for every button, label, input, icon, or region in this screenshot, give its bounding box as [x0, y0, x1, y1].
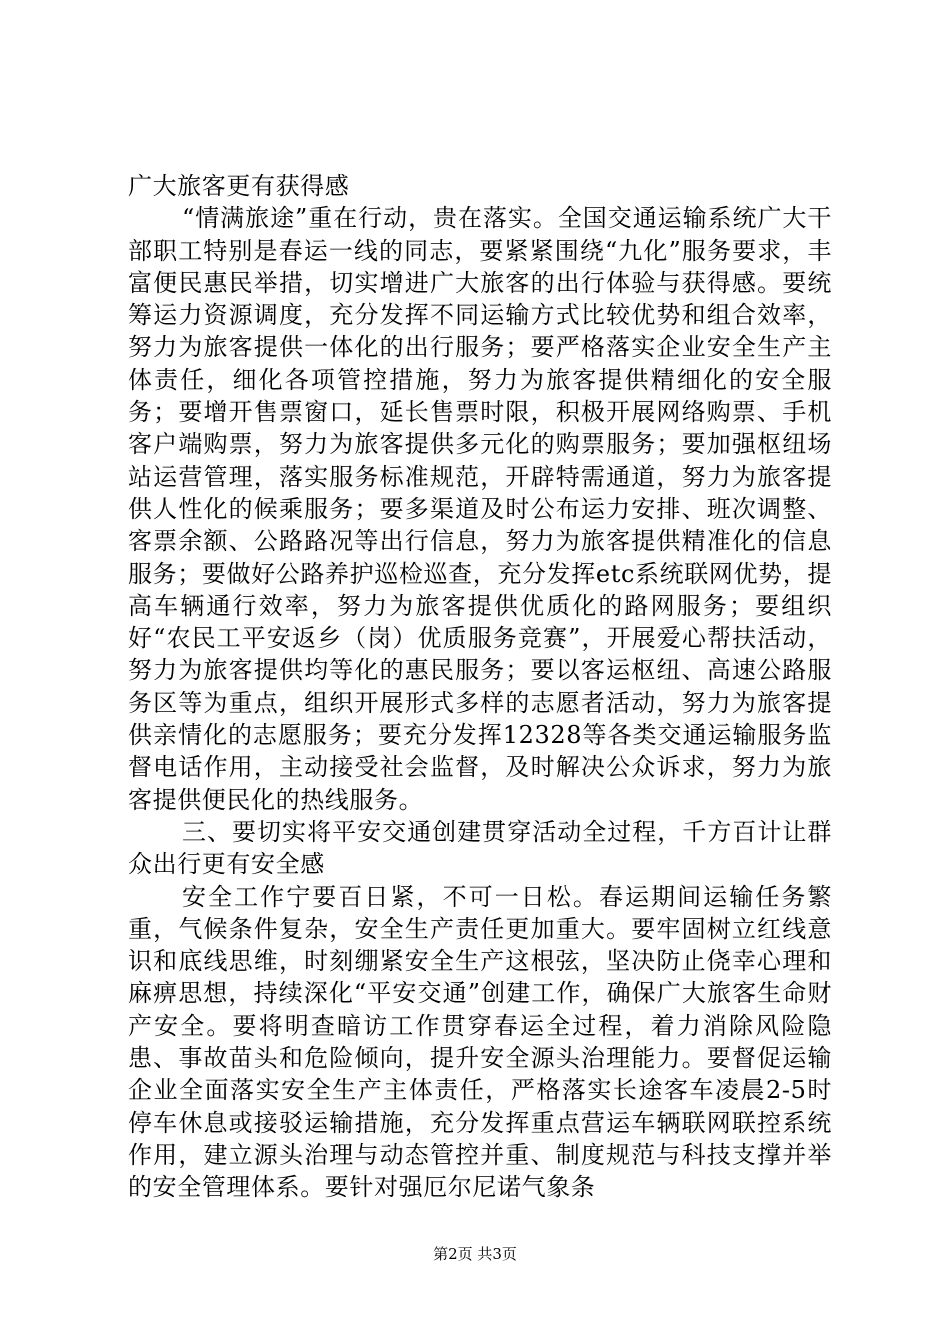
- document-body: [128, 170, 832, 1204]
- paragraph-4: 安全工作宁要百日紧，不可一日松。春运期间运输任务繁重，气候条件复杂，安全生产责任更加重大。要牢固树立红线意识和底线思维，时刻绷紧安全生产这根弦，坚决防止侥幸心理和麻痹思想，持续深化“平安交通”创建工作，确保广大旅客生命财产安全。要将明查暗访工作贯穿春运全过程，着力消除风险隐患、事故苗头和危险倾向，提升安全源头治理能力。要督促运输企业全面落实安全生产主体责任，严格落实长途客车凌晨2-5时停车休息或接驳运输措施，充分发挥重点营运车辆联网联控系统作用，建立源头治理与动态管控并重、制度规范与科技支撑并举的安全管理体系。要针对强厄尔尼诺气象条: [128, 882, 832, 1202]
- page-footer: [0, 1244, 950, 1264]
- paragraph-2: “情满旅途”重在行动，贵在落实。全国交通运输系统广大干部职工特别是春运一线的同志，要紧紧围绕“九化”服务要求，丰富便民惠民举措，切实增进广大旅客的出行体验与获得感。要统筹运力资源调度，充分发挥不同运输方式比较优势和组合效率，努力为旅客提供一体化的出行服务；要严格落实企业安全生产主体责任，细化各项管控措施，努力为旅客提供精细化的安全服务；要增开售票窗口，延长售票时限，积极开展网络购票、手机客户端购票，努力为旅客提供多元化的购票服务；要加强枢纽场站运营管理，落实服务标准规范，开辟特需通道，努力为旅客提供人性化的候乘服务；要多渠道及时公布运力安排、班次调整、客票余额、公路路况等出行信息，努力为旅客提供精准化的信息服务；要做好公路养护巡检巡查，充分发挥etc系统联网优势，提高车辆通行效率，努力为旅客提供优质化的路网服务；要组织好“农民工平安返乡（岗）优质服务竞赛”，开展爱心帮扶活动，努力为旅客提供均等化的惠民服务；要以客运枢纽、高速公路服务区等为重点，组织开展形式多样的志愿者活动，努力为旅客提供亲情化的志愿服务；要充分发挥12328等各类交通运输服务监督电话作用，主动接受社会监督，及时解决公众诉求，努力为旅客提供便民化的热线服务。: [128, 204, 832, 814]
- paragraph-1: 广大旅客更有获得感: [128, 172, 350, 200]
- page-number: 第2页 共3页: [433, 1245, 517, 1263]
- section-heading-3: 三、要切实将平安交通创建贯穿活动全过程，千方百计让群众出行更有安全感: [128, 817, 832, 879]
